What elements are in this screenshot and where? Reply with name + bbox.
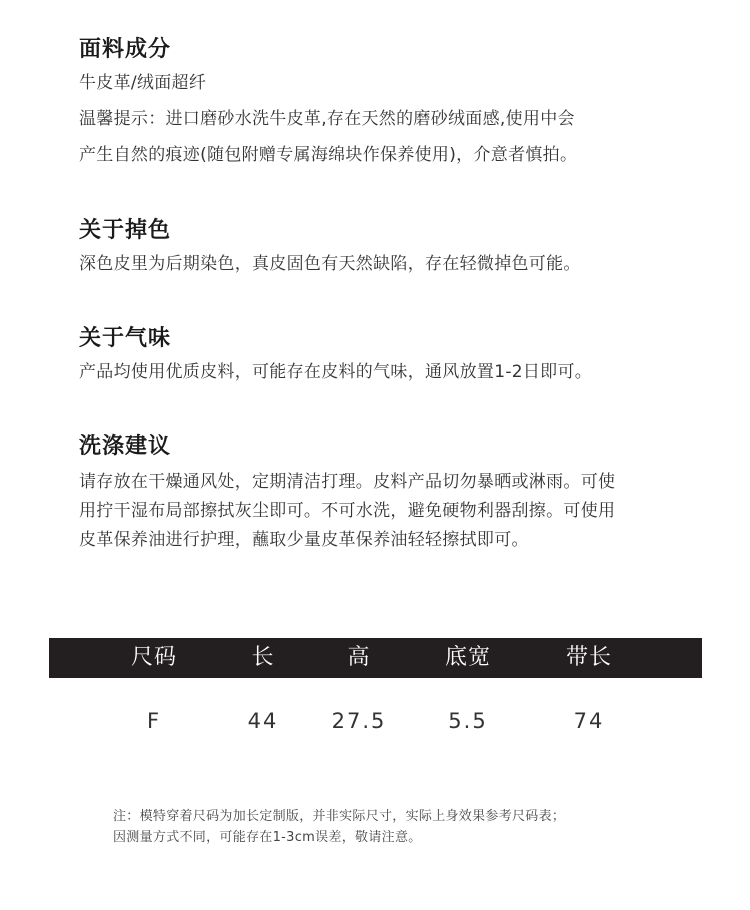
care-section <box>79 432 689 555</box>
care-line-1: 请存放在干燥通风处，定期清洁打理。皮料产品切勿暴晒或淋雨。可使 <box>79 472 616 492</box>
fade-text: 深色皮里为后期染色，真皮固色有天然缺陷，存在轻微掉色可能。 <box>79 254 581 274</box>
cell-bottom-width: 5.5 <box>448 709 488 733</box>
fabric-tip-line-2: 产生自然的痕迹(随包附赠专属海绵块作保养使用)，介意者慎拍。 <box>79 145 578 165</box>
size-table <box>49 638 702 764</box>
fabric-material: 牛皮革/绒面超纤 <box>79 73 207 93</box>
fabric-tip-line-1: 温馨提示：进口磨砂水洗牛皮革,存在天然的磨砂绒面感,使用中会 <box>79 109 575 129</box>
cell-height: 27.5 <box>331 709 387 733</box>
odor-title: 关于气味 <box>79 326 172 351</box>
header-height: 高 <box>347 645 371 670</box>
care-line-2: 用拧干湿布局部擦拭灰尘即可。不可水洗，避免硬物利器刮擦。可使用 <box>79 501 616 521</box>
fabric-section <box>79 35 689 173</box>
care-line-3: 皮革保养油进行护理，蘸取少量皮革保养油轻轻擦拭即可。 <box>79 530 529 550</box>
header-length: 长 <box>251 645 275 670</box>
header-bottom-width: 底宽 <box>444 645 492 670</box>
cell-length: 44 <box>247 709 279 733</box>
note-line-2: 因测量方式不同，可能存在1-3cm误差，敬请注意。 <box>113 830 422 845</box>
fabric-title: 面料成分 <box>79 37 172 62</box>
note-line-1: 注：模特穿着尺码为加长定制版，并非实际尺寸，实际上身效果参考尺码表； <box>113 809 566 824</box>
header-size: 尺码 <box>130 645 178 670</box>
cell-size: F <box>146 709 162 733</box>
odor-text: 产品均使用优质皮料，可能存在皮料的气味，通风放置1-2日即可。 <box>79 362 593 382</box>
fade-section <box>79 216 689 276</box>
table-row <box>49 678 702 764</box>
size-table-header <box>49 638 702 678</box>
size-note <box>113 806 673 848</box>
odor-section <box>79 324 689 384</box>
care-title: 洗涤建议 <box>79 434 172 459</box>
cell-strap-length: 74 <box>573 709 605 733</box>
header-strap-length: 带长 <box>565 645 613 670</box>
fade-title: 关于掉色 <box>79 218 172 243</box>
